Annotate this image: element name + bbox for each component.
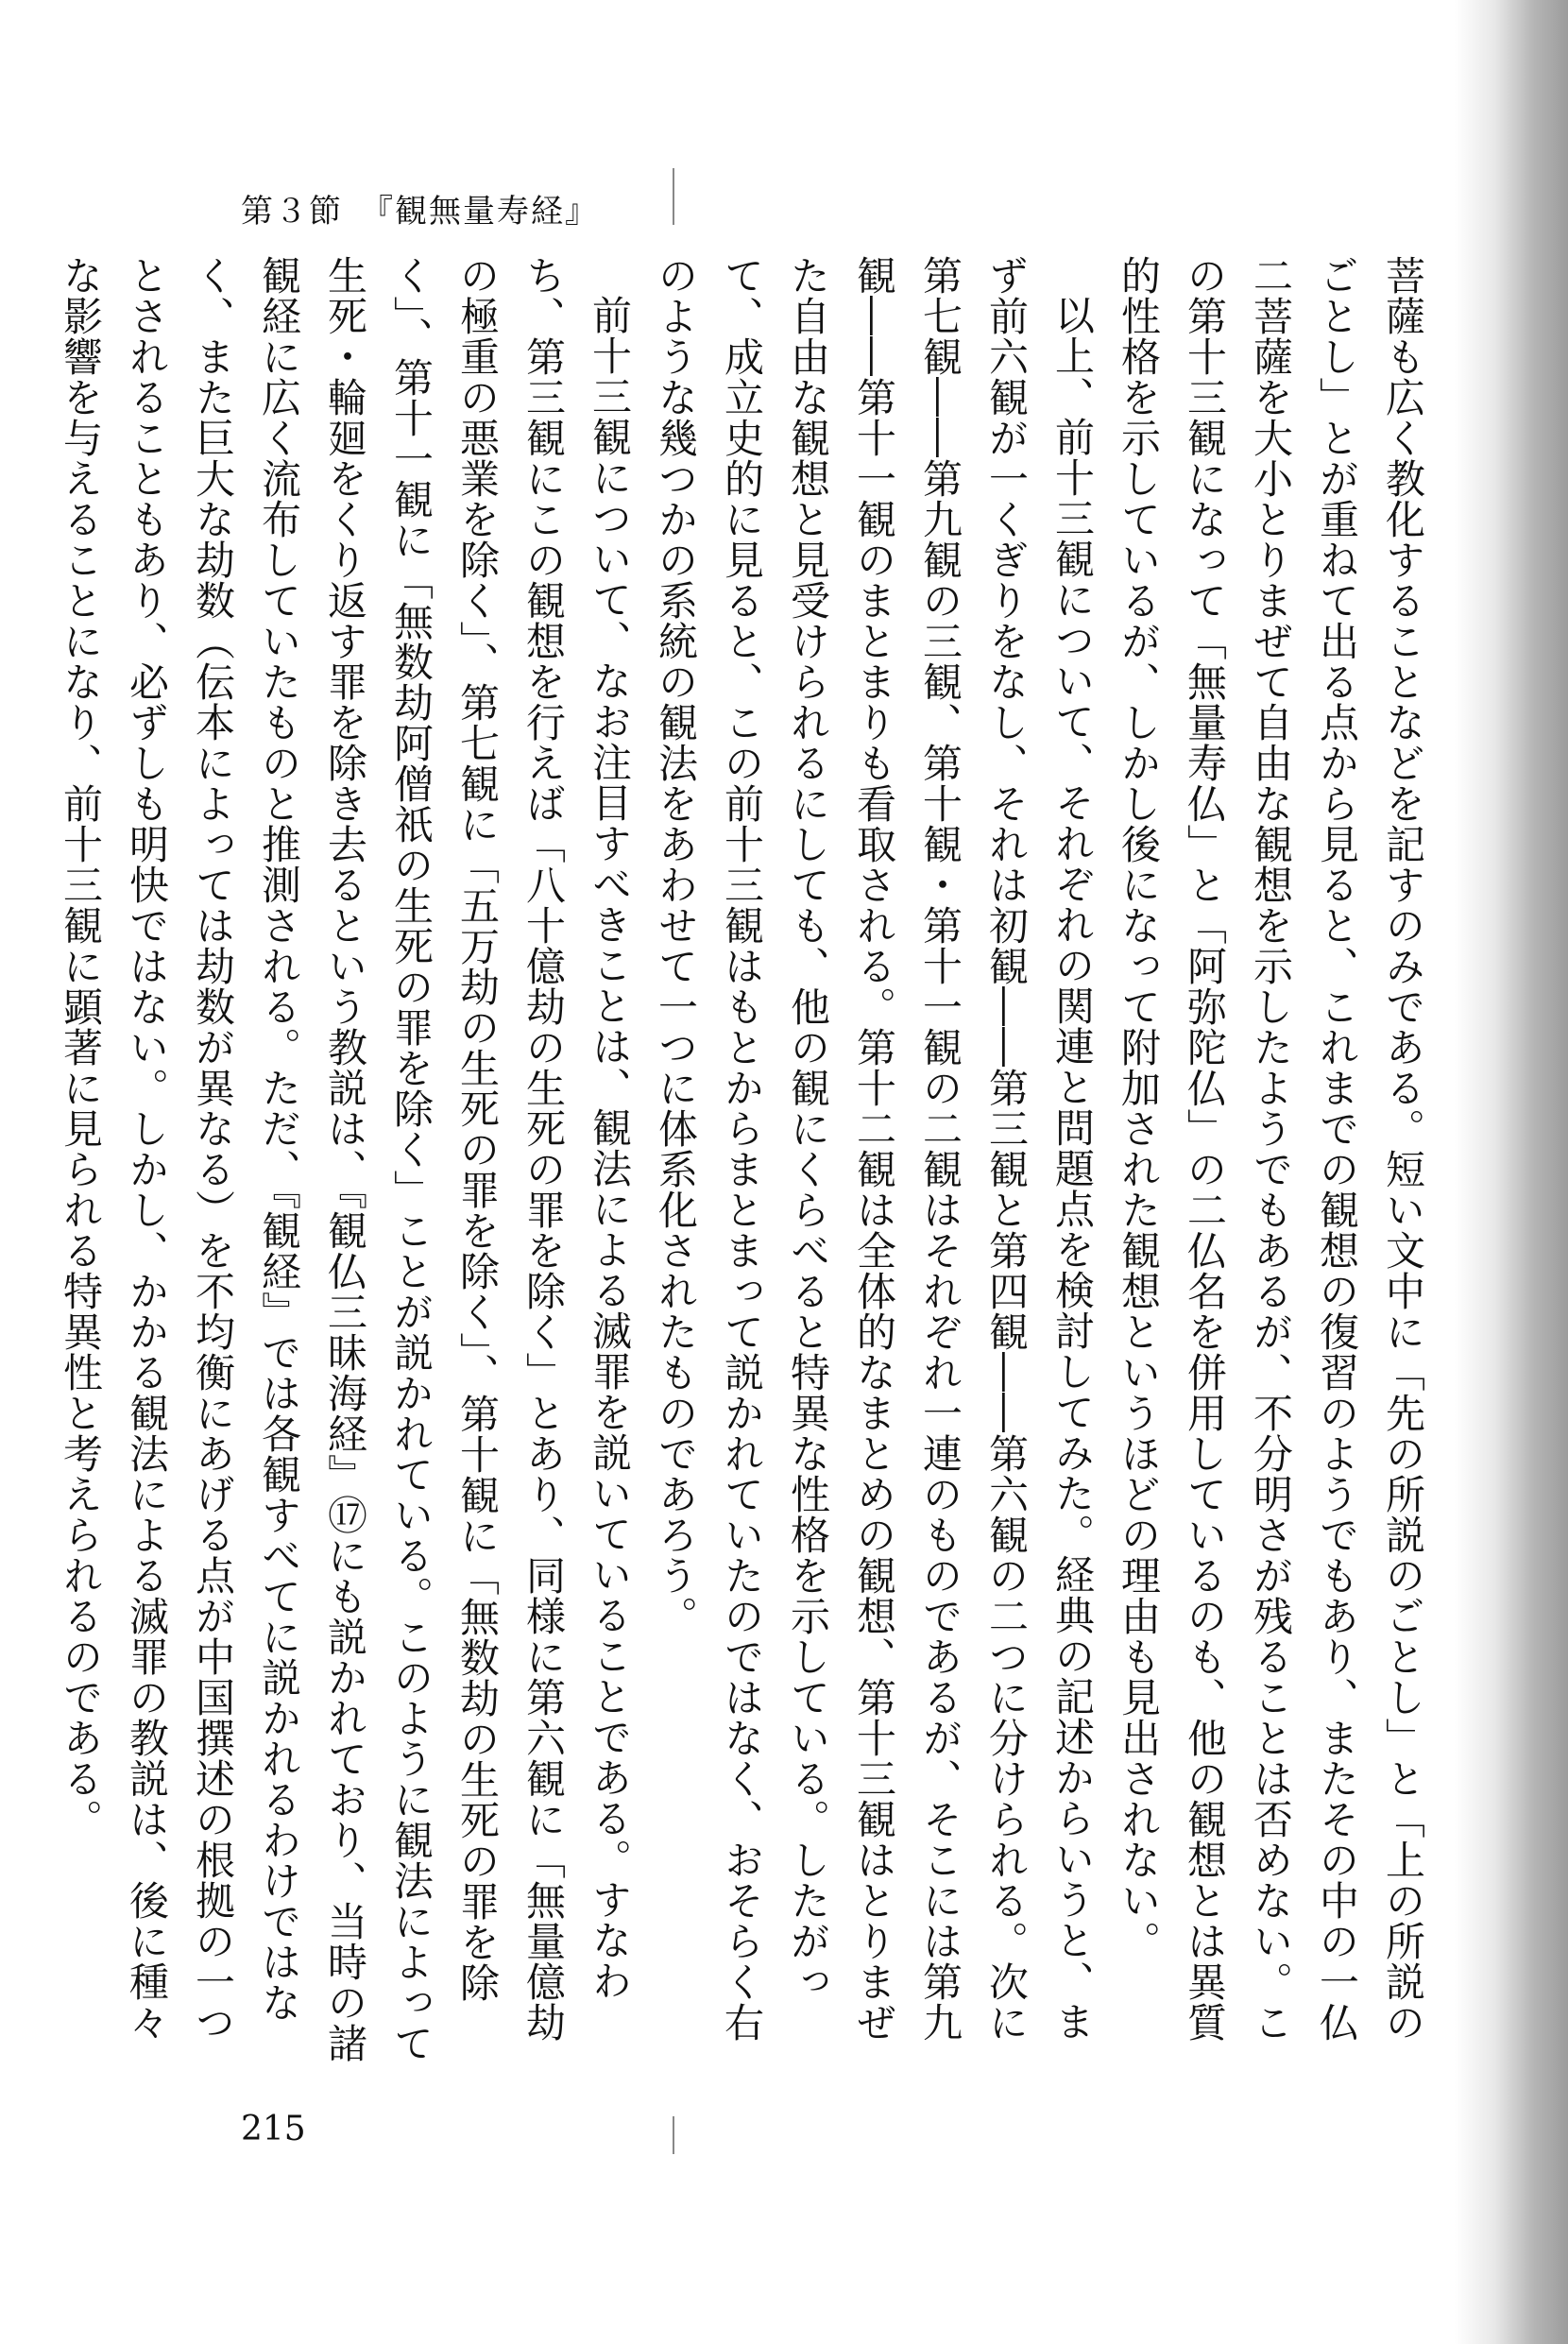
paragraph-3: 前十三観について、なお注目すべきことは、観法による滅罪を説いていることである。すなわち、第三観にこの観想を行えば「八十億劫の生死の罪を除く」とあり、同様に第六観に「無量億劫の極重の悪業を除く」、第七観に「五万劫の生死の罪を除く」、第十観に「無数劫の生死の罪を除く」、第十一観に「無数劫阿僧祇の生死の罪を除く」ことが説かれている。このように観法によって生死・輪廻をくり返す罪を除き去るという教説は、『観仏三昧海経』⑰にも説かれており、当時の諸観経に広く流布していたものと推測される。ただ、『観経』では各観すべてに説かれるわけではなく、また巨大な劫数（伝本によっては劫数が異なる）を不均衡にあげる点が中国撰述の根拠の一つとされることもあり、必ずしも明快ではない。しかし、かかる観法による滅罪の教説は、後に種々な影響を与えることになり、前十三観に顕著に見られる特異性と考えられるのである。 xyxy=(58,255,633,2063)
page-number: 215 xyxy=(241,2110,306,2148)
fold-mark-bottom xyxy=(673,2116,674,2154)
paragraph-2: 以上、前十三観について、それぞれの関連と問題点を検討してみた。経典の記述からいうと、まず前六観が一くぎりをなし、それは初観――第三観と第四観――第六観の二つに分けられる。次に第七観――第九観の三観、第十観・第十一観の二観はそれぞれ一連のものであるが、そこには第九観――第十一観のまとまりも看取される。第十二観は全体的なまとめの観想、第十三観はとりまぜた自由な観想と見受けられるにしても、他の観にくらべると特異な性格を示している。したがって、成立史的に見ると、この前十三観はもとからまとまって説かれていたのではなく、おそらく右のような幾つかの系統の観法をあわせて一つに体系化されたものであろう。 xyxy=(653,255,1096,2043)
fold-mark-top xyxy=(673,168,674,225)
scan-edge-shadow xyxy=(1455,0,1568,2344)
vertical-body-text xyxy=(58,255,1436,2079)
running-header: 第３節 『観無量寿経』 xyxy=(241,193,599,231)
paragraph-1: 菩薩も広く教化することなどを記すのみである。短い文中に「先の所説のごとし」と「上の所説のごとし」とが重ねて出る点から見ると、これまでの観想の復習のようでもあり、またその中の一仏二菩薩を大小とりまぜて自由な観想を示したようでもあるが、不分明さが残ることは否めない。この第十三観になって「無量寿仏」と「阿弥陀仏」の二仏名を併用しているのも、他の観想とは異質的性格を示しているが、しかし後になって附加された観想というほどの理由も見出されない。 xyxy=(1116,255,1426,2043)
